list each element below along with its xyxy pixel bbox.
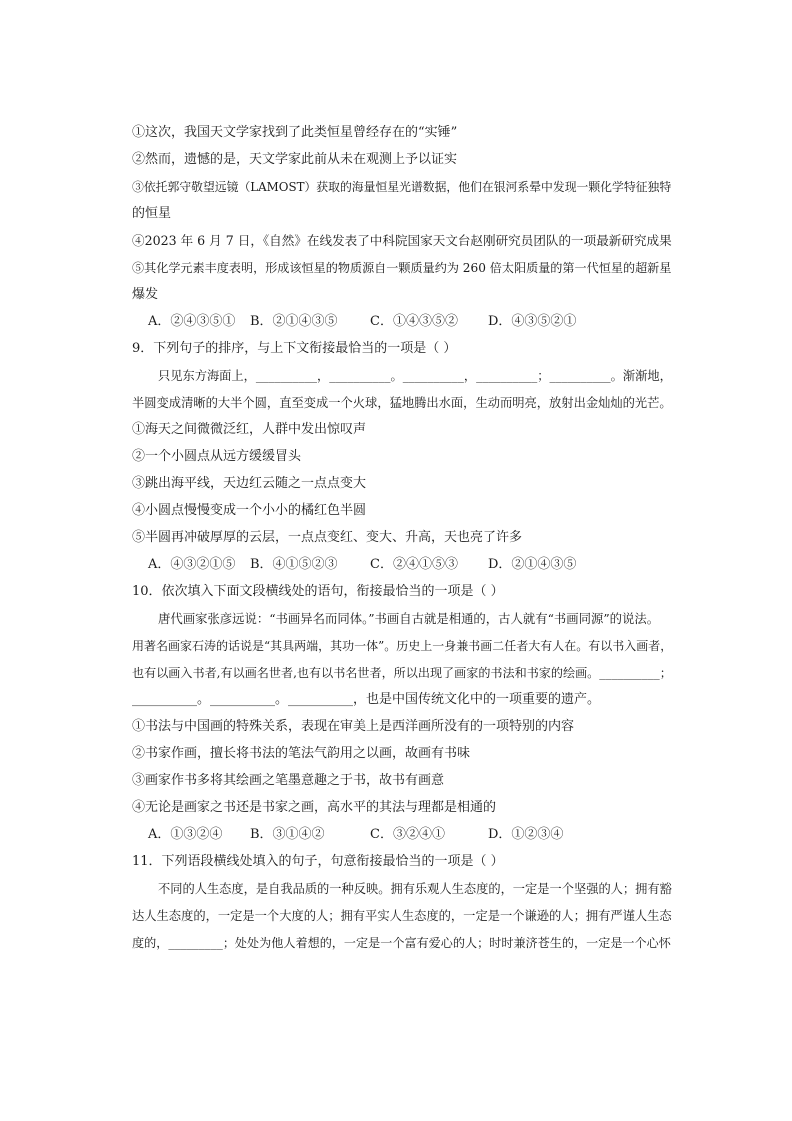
q8-option-c[interactable]: C．①④③⑤② <box>370 314 458 329</box>
q10-item-1: ①书法与中国画的特殊关系，表现在审美上是西洋画所没有的一项特别的内容 <box>132 719 575 734</box>
q8-option-a[interactable]: A．②④③⑤① <box>148 314 236 329</box>
q10-passage-line-2: 用著名画家石涛的话说是“其具两端，其功一体”。历史上一身兼书画二任者大有人在。有以书入画者， <box>132 639 673 653</box>
q8-item-4: ④2023 年 6 月 7 日，《自然》在线发表了中科院国家天文台赵刚研究员团队的一项最新研究成果 <box>132 233 672 248</box>
q8-item-3-cont: 的恒星 <box>132 206 172 221</box>
q9-item-3: ③跳出海平线，天边红云随之一点点变大 <box>132 476 367 491</box>
q10-option-b[interactable]: B．③①④② <box>250 827 325 842</box>
q8-item-1: ①这次，我国天文学家找到了此类恒星曾经存在的“实锤” <box>132 125 458 140</box>
q11-passage-line-1: 不同的人生态度，是自我品质的一种反映。拥有乐观人生态度的，一定是一个坚强的人；拥有豁 <box>158 882 672 896</box>
q9-item-4: ④小圆点慢慢变成一个小小的橘红色半圆 <box>132 503 367 518</box>
q8-item-5-cont: 爆发 <box>132 287 159 302</box>
q9-item-5: ⑤半圆再冲破厚厚的云层，一点点变红、变大、升高，天也亮了许多 <box>132 530 523 545</box>
q8-item-2: ②然而，遗憾的是，天文学家此前从未在观测上予以证实 <box>132 152 458 167</box>
q11-stem: 11．下列语段横线处填入的句子，句意衔接最恰当的一项是（ ） <box>132 854 504 869</box>
q9-item-1: ①海天之间微微泛红，人群中发出惊叹声 <box>132 422 367 437</box>
q10-options <box>148 826 668 844</box>
q9-option-a[interactable]: A．④③②①⑤ <box>148 557 236 572</box>
q9-stem: 9．下列句子的排序，与上下文衔接最恰当的一项是（ ） <box>132 341 457 356</box>
q10-passage-line-3: 也有以画入书者,有以画名世者,也有以书名世者，所以出现了画家的书法和书家的绘画。__________； <box>132 666 672 680</box>
q8-option-d[interactable]: D．④③⑤②① <box>488 314 577 329</box>
q8-options <box>148 313 668 331</box>
q9-item-2: ②一个小圆点从远方缓缓冒头 <box>132 449 302 464</box>
q9-option-c[interactable]: C．②④①⑤③ <box>370 557 458 572</box>
q8-item-5: ⑤其化学元素丰度表明，形成该恒星的物质源自一颗质量约为 260 倍太阳质量的第一代恒星的超新星 <box>132 261 672 275</box>
q10-option-a[interactable]: A．①③②④ <box>148 827 223 842</box>
q10-option-d[interactable]: D．①②③④ <box>488 827 564 842</box>
q9-option-d[interactable]: D．②①④③⑤ <box>488 557 577 572</box>
q8-item-3: ③依托郭守敬望远镜（LAMOST）获取的海量恒星光谱数据，他们在银河系晕中发现一颗化学特征独特 <box>132 180 672 194</box>
q10-passage-line-4: __________。__________。__________，也是中国传统文化中的一项重要的遗产。 <box>132 692 601 707</box>
q11-passage-line-3: 度的，_________；处处为他人着想的，一定是一个富有爱心的人；时时兼济苍生的，一定是一个心怀 <box>132 936 671 950</box>
q10-item-3: ③画家作书多将其绘画之笔墨意趣之于书，故书有画意 <box>132 773 445 788</box>
q9-passage-line-2: 半圆变成清晰的大半个圆，直至变成一个火球，猛地腾出水面，生动而明亮，放射出金灿灿的光芒。 <box>132 396 672 410</box>
q9-options <box>148 556 668 574</box>
q9-passage-line-1: 只见东方海面上，__________，__________。__________，__________；__________。渐渐地， <box>158 369 672 383</box>
q9-option-b[interactable]: B．④①⑤②③ <box>250 557 338 572</box>
q10-item-2: ②书家作画，擅长将书法的笔法气韵用之以画，故画有书味 <box>132 746 471 761</box>
q8-option-b[interactable]: B．②①④③⑤ <box>250 314 338 329</box>
q10-passage-line-1: 唐代画家张彦远说：“书画异名而同体。”书画自古就是相通的，古人就有“书画同源”的说法。 <box>158 612 660 626</box>
q10-stem: 10．依次填入下面文段横线处的语句，衔接最恰当的一项是（ ） <box>132 584 504 599</box>
q10-option-c[interactable]: C．③②④① <box>370 827 445 842</box>
q11-passage-line-2: 达人生态度的，一定是一个大度的人；拥有平实人生态度的，一定是一个谦逊的人；拥有严谨人生态 <box>132 909 672 923</box>
q10-item-4: ④无论是画家之书还是书家之画，高水平的其法与理都是相通的 <box>132 800 497 815</box>
